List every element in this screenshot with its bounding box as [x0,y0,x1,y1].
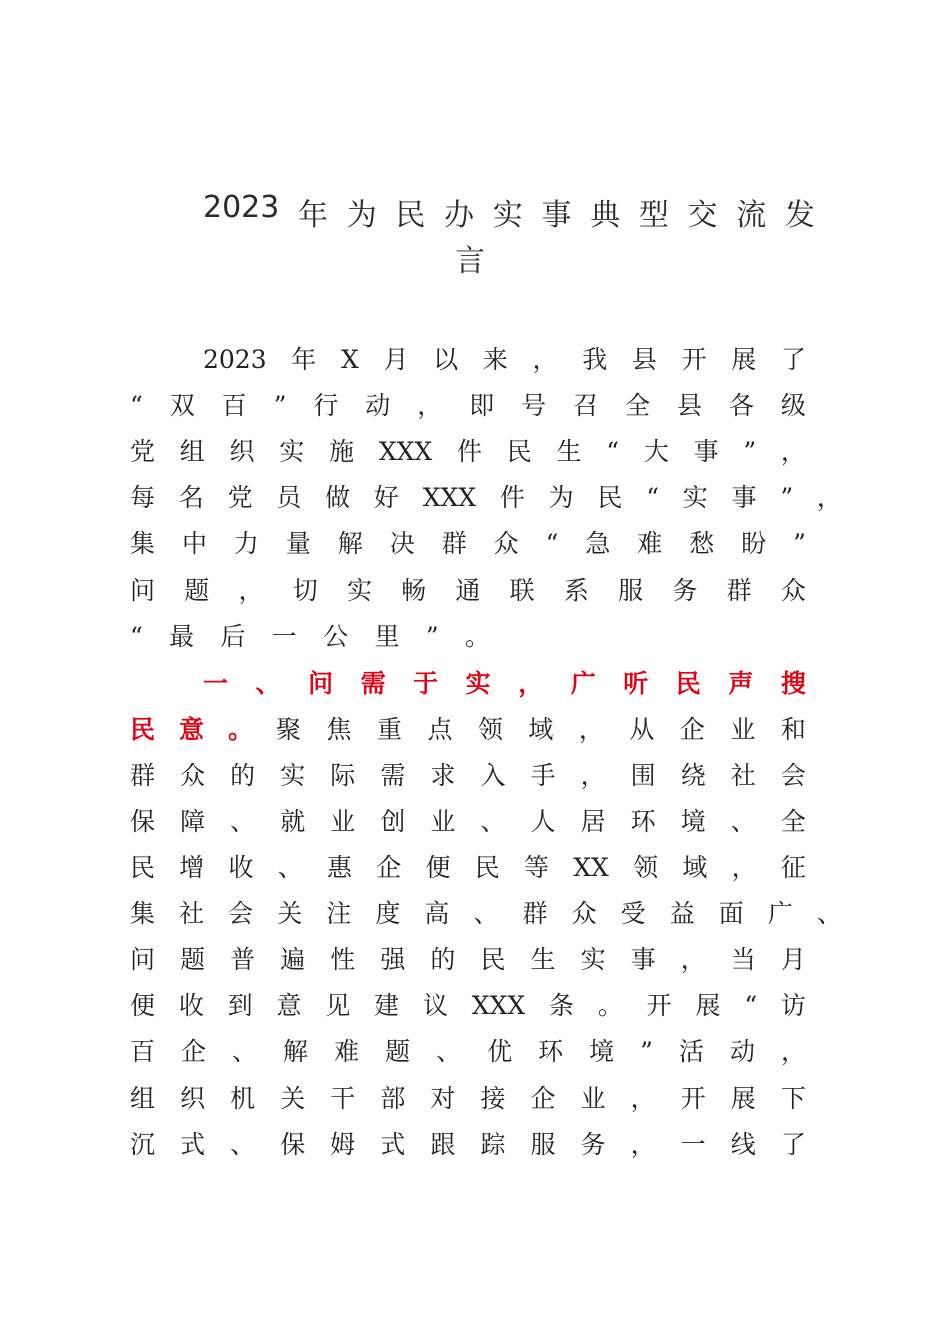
paragraph-1-line-3: 党 组 织 实 施 XXX 件 民 生 “ 大 事 ” ， [130,437,806,466]
section-1-body-line-6: 问 题 普 遍 性 强 的 民 生 实 事 ， 当 月 [130,945,806,974]
section-1-heading-line-1: 一 、 问 需 于 实 ， 广 听 民 声 搜 [203,669,806,698]
section-1-body-line-4: 民 增 收 、 惠 企 便 民 等 XX 领 域 ， 征 [130,853,806,882]
section-1-line-1-rest: 聚 焦 重 点 领 域 ， 从 企 业 和 [276,715,806,744]
section-1-body-line-8: 百 企 、 解 难 题 、 优 环 境 ” 活 动 ， [130,1037,806,1066]
section-1-body-line-7: 便 收 到 意 见 建 议 XXX 条 。 开 展 “ 访 [130,991,806,1020]
section-1-body-line-10: 沉 式 、 保 姆 式 跟 踪 服 务 ， 一 线 了 [130,1130,806,1159]
paragraph-1-line-1: 2023 年 X 月 以 来 ， 我 县 开 展 了 [203,345,806,374]
document-title-line-2: 言 [455,244,485,279]
section-1-body-line-2: 群 众 的 实 际 需 求 入 手 ， 围 绕 社 会 [130,761,806,790]
section-1-heading-line-2: 民意。 [130,715,278,744]
document-title-line-1: 2023 年 为 民 办 实 事 典 型 交 流 发 [203,190,815,233]
section-1-body-line-5: 集 社 会 关 注 度 高 、 群 众 受 益 面 广 、 [130,899,842,928]
section-1-line-1 [130,707,806,753]
section-1-body-line-3: 保 障 、 就 业 创 业 、 人 居 环 境 、 全 [130,807,806,836]
paragraph-1-line-5: 集 中 力 量 解 决 群 众 “ 急 难 愁 盼 ” [130,529,806,558]
paragraph-1-line-2: “ 双 百 ” 行 动 ， 即 号 召 全 县 各 级 [130,391,806,420]
paragraph-1-line-6: 问 题 ， 切 实 畅 通 联 系 服 务 群 众 [130,576,806,605]
paragraph-1-line-7: “ 最 后 一 公 里 ” 。 [130,622,490,651]
section-1-body-line-9: 组 织 机 关 干 部 对 接 企 业 ， 开 展 下 [130,1084,806,1113]
paragraph-1-line-4: 每 名 党 员 做 好 XXX 件 为 民 “ 实 事 ” ， [130,483,842,512]
